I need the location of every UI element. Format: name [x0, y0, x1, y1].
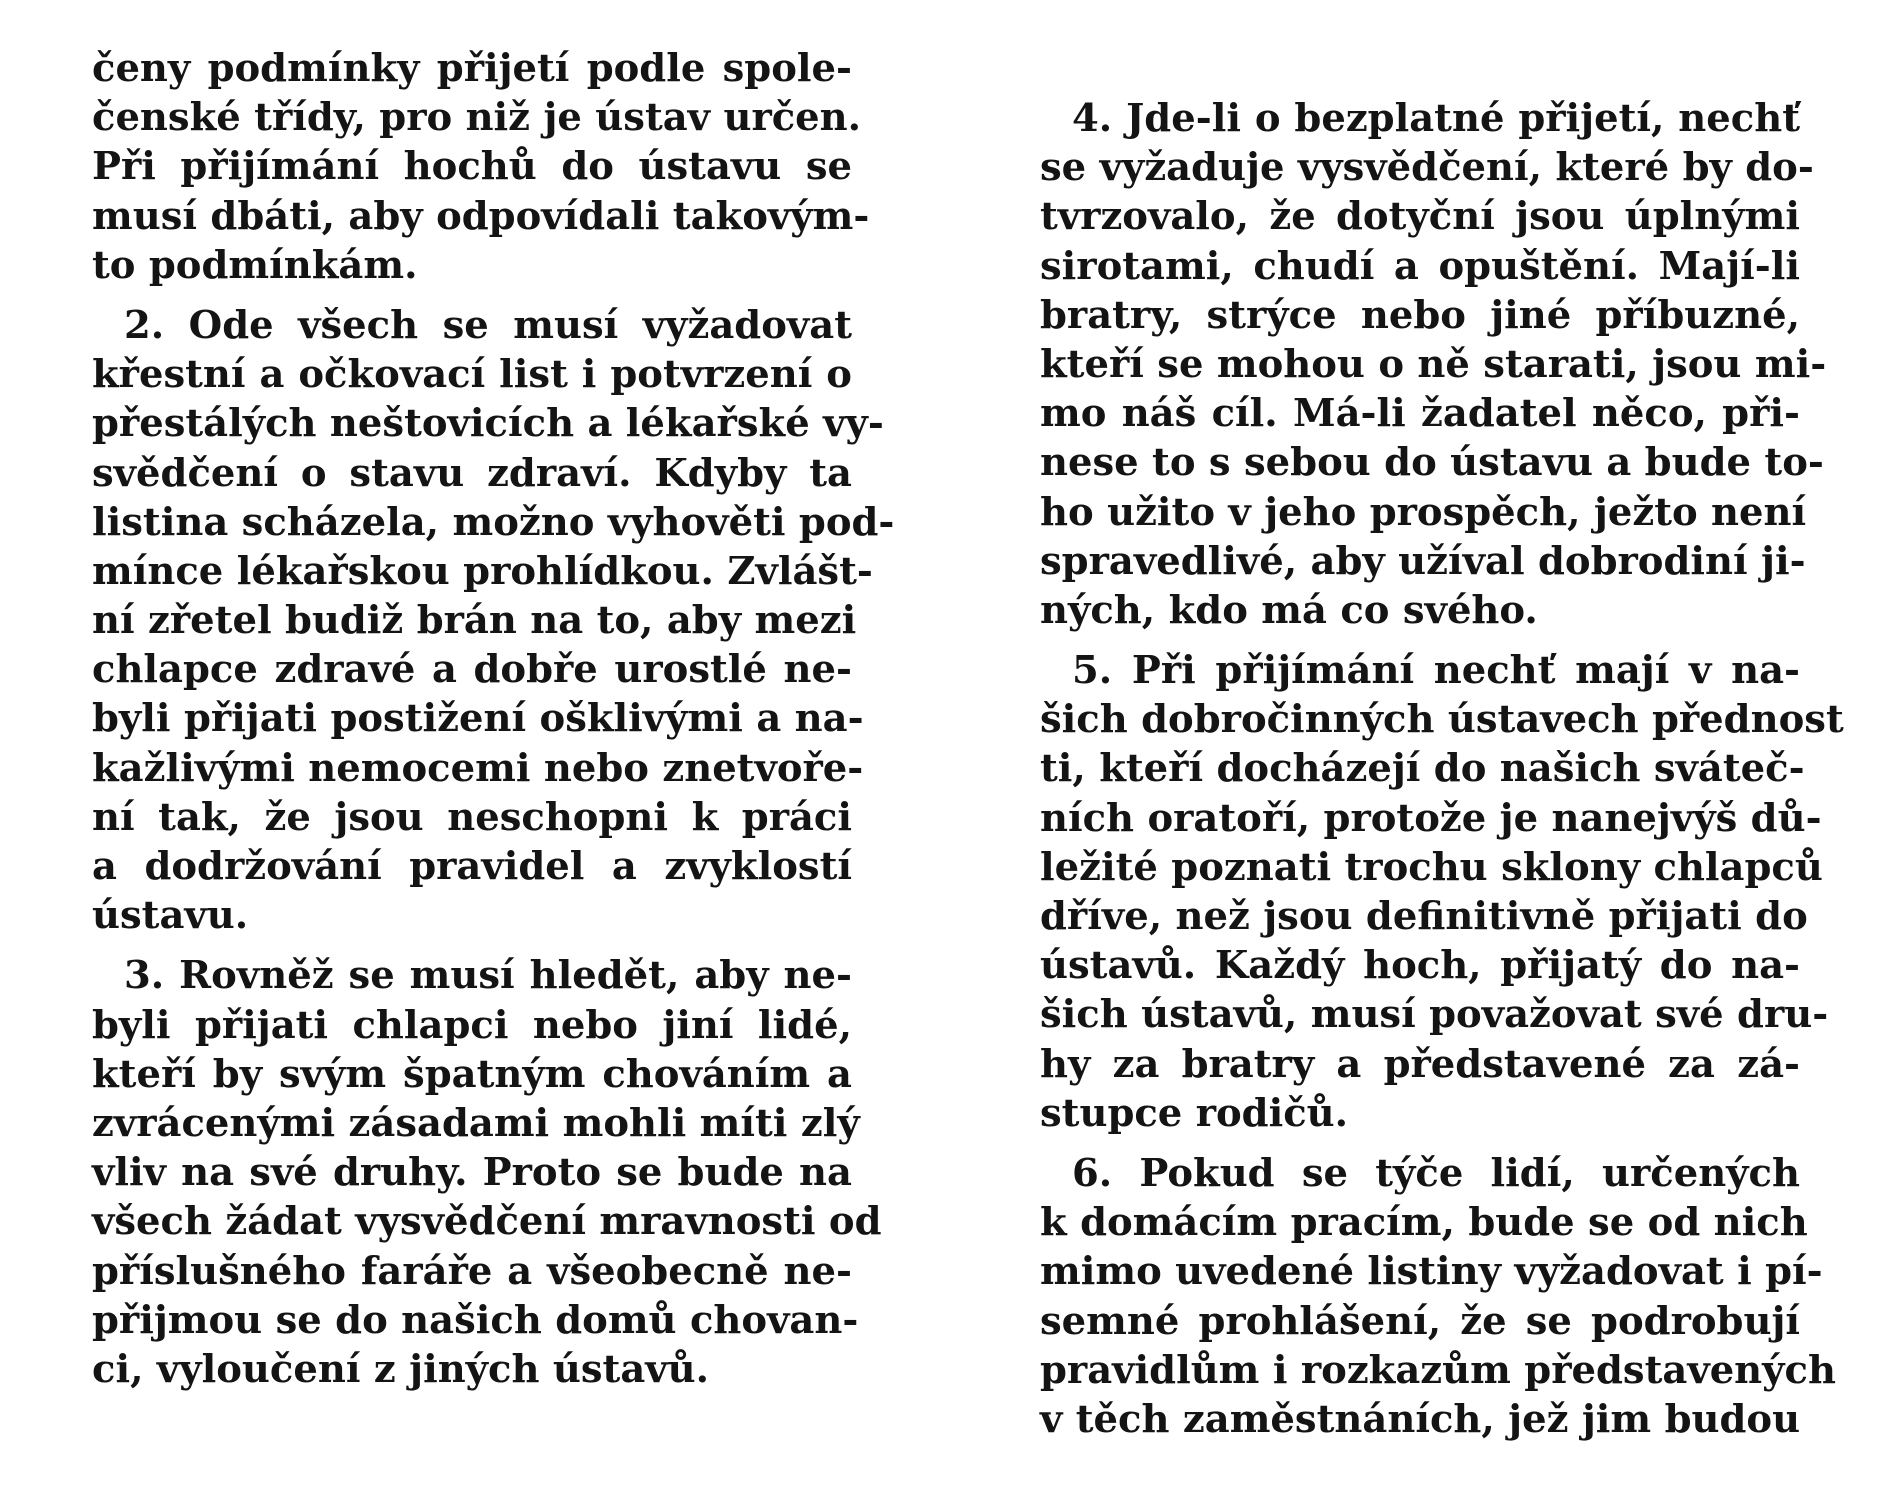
paragraph-3 — [92, 951, 882, 1394]
text-line: 3. Rovněž se musí hledět, aby ne- — [124, 953, 852, 999]
text-line: kteří se mohou o ně starati, jsou mi- — [1040, 341, 1827, 387]
text-line: mínce lékařskou prohlídkou. Zvlášt- — [92, 548, 873, 594]
text-line: ní tak, že jsou neschopni k práci — [92, 794, 852, 840]
text-line: 5. Při přijímání nechť mají v na- — [1072, 648, 1800, 694]
text-line: přestálých neštovicích a lékařské vy- — [92, 401, 884, 447]
paragraph-6 — [1040, 1149, 1836, 1444]
text-line: dříve, než jsou definitivně přijati do — [1040, 894, 1808, 939]
text-line: stupce rodičů. — [1040, 1090, 1349, 1136]
text-line: nese to s sebou do ústavu a bude to- — [1040, 440, 1824, 486]
text-line: sirotami, chudí a opuštění. Mají-li — [1040, 243, 1800, 289]
paragraph-4 — [1040, 94, 1827, 635]
text-line: kažlivými nemocemi nebo znetvoře- — [92, 745, 864, 791]
text-line: byli přijati chlapci nebo jiní lidé, — [92, 1002, 852, 1048]
text-line: to podmínkám. — [92, 242, 418, 288]
text-line: 4. Jde-li o bezplatné přijetí, nechť — [1072, 96, 1800, 141]
text-line: ti, kteří docházejí do našich sváteč- — [1040, 746, 1805, 792]
text-line: ležité poznati trochu sklony chlapců — [1040, 844, 1823, 890]
text-line: v těch zaměstnáních, jež jim budou — [1040, 1396, 1801, 1442]
right-column — [1040, 94, 1844, 1444]
text-line: křestní a očkovací list i potvrzení o — [92, 352, 852, 398]
paragraph-5 — [1040, 646, 1844, 1138]
text-line: zvrácenými zásadami mohli míti zlý — [92, 1100, 860, 1146]
text-line: ci, vyloučení z jiných ústavů. — [92, 1346, 710, 1392]
text-line: svědčení o stavu zdraví. Kdyby ta — [92, 450, 852, 496]
text-line: ních oratoří, protože je nanejvýš dů- — [1040, 795, 1822, 841]
text-line: všech žádat vysvědčení mravnosti od — [92, 1199, 882, 1245]
text-line: ústavů. Každý hoch, přijatý do na- — [1040, 943, 1800, 989]
text-line: musí dbáti, aby odpovídali takovým- — [92, 193, 870, 239]
text-line: čenské třídy, pro niž je ústav určen. — [92, 95, 862, 141]
text-line: ústavu. — [92, 893, 249, 939]
text-line: ných, kdo má co svého. — [1040, 587, 1538, 633]
text-line: vliv na své druhy. Proto se bude na — [92, 1150, 852, 1196]
text-line: tvrzovalo, že dotyční jsou úplnými — [1040, 194, 1800, 240]
text-line: se vyžaduje vysvědčení, které by do- — [1040, 145, 1814, 191]
text-line: pravidlům i rozkazům představených — [1040, 1347, 1836, 1393]
text-line: mimo uvedené listiny vyžadovat i pí- — [1040, 1249, 1823, 1295]
text-line: semné prohlášení, že se podrobují — [1040, 1298, 1800, 1344]
text-line: šich dobročinných ústavech přednost — [1040, 697, 1844, 743]
text-line: čeny podmínky přijetí podle spole- — [92, 46, 852, 91]
left-column — [92, 44, 895, 1394]
text-line: chlapce zdravé a dobře urostlé ne- — [92, 647, 852, 693]
text-line: bratry, strýce nebo jiné příbuzné, — [1040, 292, 1800, 338]
text-line: 2. Ode všech se musí vyžadovat — [124, 302, 852, 348]
text-line: přijmou se do našich domů chovan- — [92, 1297, 859, 1343]
paragraph-continuation — [92, 44, 870, 290]
text-line: hy za bratry a představené za zá- — [1040, 1041, 1800, 1087]
text-line: spravedlivé, aby užíval dobrodiní ji- — [1040, 538, 1806, 584]
text-line: šich ústavů, musí považovat své dru- — [1040, 992, 1829, 1038]
text-line: a dodržování pravidel a zvyklostí — [92, 844, 852, 889]
text-line: Při přijímání hochů do ústavu se — [92, 144, 852, 190]
text-line: mo náš cíl. Má-li žadatel něco, při- — [1040, 391, 1800, 437]
text-line: ní zřetel budiž brán na to, aby mezi — [92, 598, 857, 644]
text-line: kteří by svým špatným chováním a — [92, 1051, 852, 1097]
paragraph-2 — [92, 301, 895, 940]
text-line: byli přijati postižení ošklivými a na- — [92, 696, 864, 742]
text-line: příslušného faráře a všeobecně ne- — [92, 1248, 852, 1294]
text-line: listina scházela, možno vyhověti pod- — [92, 499, 895, 545]
text-line: k domácím pracím, bude se od nich — [1040, 1200, 1808, 1246]
text-line: ho užito v jeho prospěch, ježto není — [1040, 489, 1807, 535]
text-line: 6. Pokud se týče lidí, určených — [1072, 1150, 1800, 1196]
